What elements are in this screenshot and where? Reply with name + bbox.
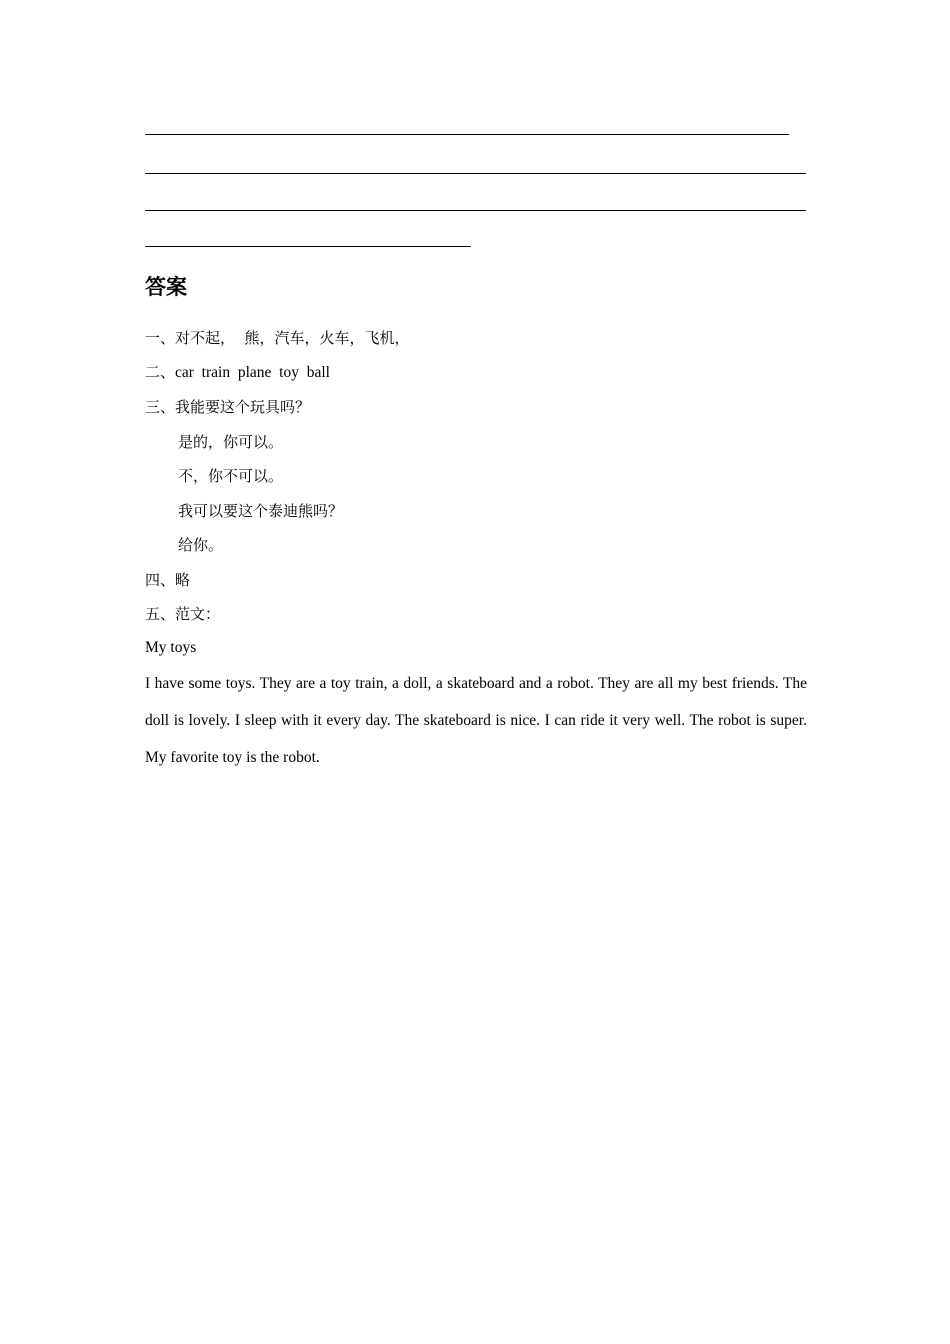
writing-line-1 xyxy=(145,134,789,135)
essay-title: My toys xyxy=(145,639,197,656)
answer-3-line-4: 给你。 xyxy=(178,536,224,554)
writing-line-3 xyxy=(145,210,806,211)
answer-3-line-1: 是的，你可以。 xyxy=(178,433,284,451)
writing-line-2 xyxy=(145,173,806,174)
answer-1: 一、对不起， 熊，汽车，火车，飞机， xyxy=(145,329,410,347)
answer-3-title: 三、我能要这个玩具吗？ xyxy=(145,398,311,416)
answer-4: 四、略 xyxy=(145,571,191,589)
answer-3-line-2: 不，你不可以。 xyxy=(178,467,284,485)
answer-2-prefix: 二、 xyxy=(145,363,176,381)
answer-5: 五、范文： xyxy=(145,605,221,623)
answer-3-line-3: 我可以要这个泰迪熊吗？ xyxy=(178,502,344,520)
writing-line-4 xyxy=(145,246,471,247)
answer-2 xyxy=(145,361,330,384)
answer-heading: 答案 xyxy=(145,275,187,299)
answer-2-words: car train plane toy ball xyxy=(175,364,330,381)
essay-body: I have some toys. They are a toy train, a doll, a skateboard and a robot. They are all my best friends. The doll is lovely. I sleep with it every day. The skateboard is nice. I can ride it very well. The robot is super. My favorite toy is the robot. xyxy=(145,675,807,766)
